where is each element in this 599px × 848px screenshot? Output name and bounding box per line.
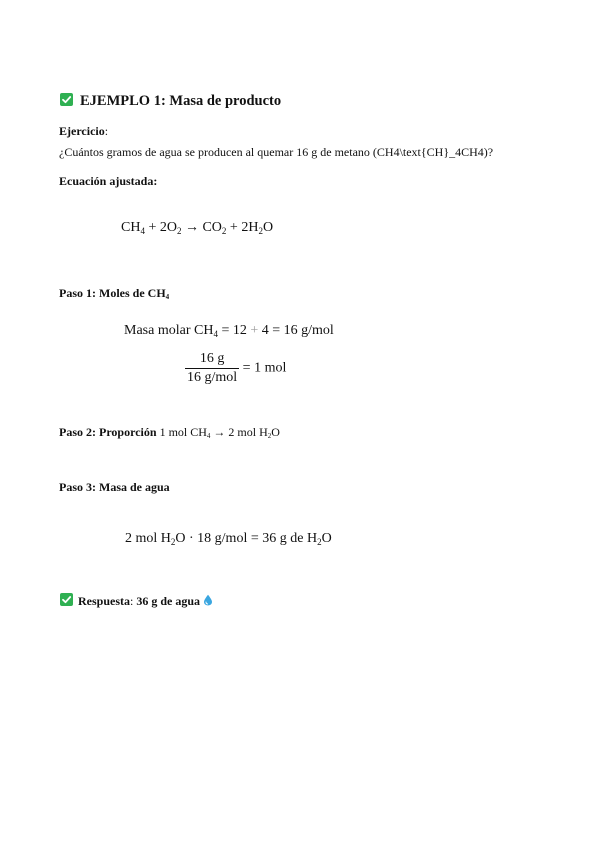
step1-label xyxy=(59,286,169,301)
molar-mass-line xyxy=(124,323,334,339)
answer-colon: : xyxy=(130,594,134,608)
answer-line xyxy=(60,593,213,609)
example-title xyxy=(60,93,281,110)
moles-fraction-line xyxy=(185,351,286,386)
water-mass-calc xyxy=(125,531,332,547)
molar-mass-plus: + xyxy=(250,323,259,338)
calc-a-sub: 2 xyxy=(170,537,176,547)
eq-lhs-a-sub: 4 xyxy=(140,226,145,236)
answer-label: Respuesta xyxy=(78,594,131,608)
balanced-equation xyxy=(121,220,273,236)
step2-text-b-sub: 2 xyxy=(267,432,272,440)
eq-rhs-a-sub: 2 xyxy=(221,226,227,236)
equation-label: Ecuación ajustada: xyxy=(59,174,158,188)
eq-lhs-b-sub: 2 xyxy=(176,226,182,236)
step2-label: Paso 2: Proporción xyxy=(59,425,157,439)
step2-text-a-sub: 4 xyxy=(206,432,211,440)
step1-label-sub: 4 xyxy=(165,293,170,301)
calc-a: 2 mol H xyxy=(125,531,171,546)
fraction-numerator: 16 g xyxy=(199,351,225,366)
example-title-text: EJEMPLO 1: Masa de producto xyxy=(80,93,282,109)
eq-rhs-b-sub: 2 xyxy=(258,226,263,236)
step2-text-b-tail: O xyxy=(271,425,280,439)
step3-label: Paso 3: Masa de agua xyxy=(59,480,170,494)
step1-label-text: Paso 1: Moles de CH xyxy=(59,286,166,300)
eq-plus2: + 2H xyxy=(226,220,259,235)
step2-text-b: 2 mol H xyxy=(228,425,268,439)
exercise-heading xyxy=(59,124,108,139)
exercise-label: Ejercicio xyxy=(59,124,105,138)
molar-mass-eq2: 4 = 16 g/mol xyxy=(258,323,334,338)
molar-mass-sub: 4 xyxy=(213,329,218,339)
step2-line xyxy=(59,425,280,440)
eq-lhs-a: CH xyxy=(121,220,141,235)
step2-arrow: → xyxy=(210,425,229,439)
eq-plus1: + 2O xyxy=(144,220,177,235)
exercise-question: ¿Cuántos gramos de agua se producen al quemar 16 g de metano (CH4\text{CH}_4CH4)? xyxy=(59,145,494,159)
calc-b-tail: O xyxy=(321,531,332,546)
molar-mass-text: Masa molar CH xyxy=(124,323,214,338)
fraction-denominator: 16 g/mol xyxy=(187,370,238,385)
eq-arrow: → CO xyxy=(181,220,222,235)
droplet-icon xyxy=(203,594,213,608)
calc-b: O · 18 g/mol = 36 g de H xyxy=(175,531,318,546)
eq-rhs-b-tail: O xyxy=(262,220,274,235)
exercise-colon: : xyxy=(104,124,109,138)
molar-mass-eq1: = 12 xyxy=(217,323,251,338)
check-mark-button-icon xyxy=(60,593,73,606)
moles-fraction xyxy=(185,351,239,386)
answer-value: 36 g de agua xyxy=(136,594,201,608)
fraction-result: = 1 mol xyxy=(242,360,287,376)
calc-b-sub: 2 xyxy=(317,537,322,547)
step2-text-a: 1 mol CH xyxy=(156,425,207,439)
check-mark-button-icon xyxy=(60,93,73,106)
